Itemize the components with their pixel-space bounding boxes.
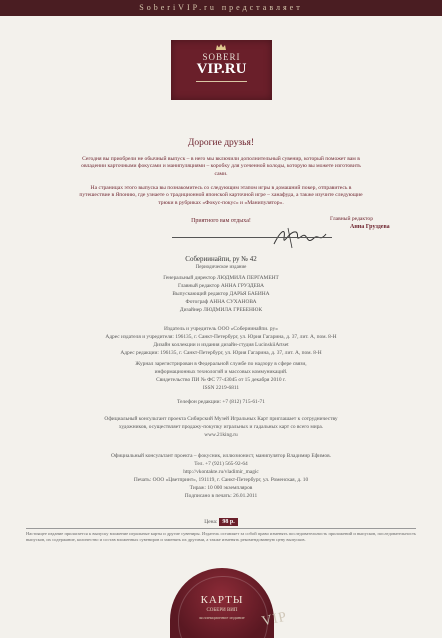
consultant-line: Официальный консультант проекта Сибирский Музей Игральных Карт приглашает к сотрудничеству xyxy=(104,416,338,422)
publisher-line: Издатель и учредитель ООО «Собериинайпи. ру» xyxy=(163,326,278,332)
signature-line xyxy=(172,237,332,238)
magazine-title: Собериинайпи, ру № 42 xyxy=(185,255,257,263)
staff-line: Выпускающий редактор ДАРЬЯ БАБИНА xyxy=(172,291,270,297)
letter-wish: Приятного вам отдыха! xyxy=(191,218,251,224)
staff-line: Дизайнер ЛЮДМИЛА ГРЕБЕНЮК xyxy=(179,307,263,313)
price-badge: 98 р. xyxy=(219,518,237,526)
print-line: Тираж: 10 000 экземпляров xyxy=(189,485,253,491)
letter-paragraph-1: Сегодня вы приобрели не обычный выпуск – в него мы включили дополнительный сувенир, который поможет вам в овладении карточными фокусами и манипуляциями – коробку для усеченной колоды, которую вы можете изготовить сами. xyxy=(81,156,361,177)
signature-icon xyxy=(270,222,330,254)
price-label: Цена: xyxy=(204,519,218,525)
footnote: Настоящее издание прилагается к выпуску вложение игральные карты и другие сувениры. Издатель оставляет за собой право изменять последовательность приложений и выпусков, последовательность выпусков, их содержание, количество и состав вложенных сувениров и заменять их другими, а также изменять рекомендованную цену выпусков. xyxy=(26,531,416,542)
consultant-2 xyxy=(20,452,422,476)
publisher-line: Дизайн коллекции и издания дизайн-студия LucinskiiArtset xyxy=(153,342,289,348)
footnote-divider xyxy=(26,528,416,529)
staff-line: Генеральный директор ЛЮДМИЛА ПЕРГАМЕНТ xyxy=(163,275,279,281)
letter-paragraph-2: На страницах этого выпуска вы познакомитесь со следующим этапом игры в домашний покер, отправитесь в путешествие в Японию, где узнаете о традиционной японской карточной игре – ханафуда, а также изучите следующие трюки в рубриках «Фокус-покус» и «Манипулятор». xyxy=(79,185,363,206)
logo-soberi: SOBERI xyxy=(202,52,241,62)
consultant-line: Тел. +7 (921) 565-92-64 xyxy=(194,461,248,467)
publisher-line: Адрес редакции: 196135, г. Санкт-Петербург, ул. Юрия Гагарина, д. 37, лит. А, пом. 8-Н xyxy=(120,350,322,356)
registration-line: Свидетельство ПИ № ФС 77-43045 от 15 декабря 2010 г. xyxy=(156,377,286,383)
watermark: VIP xyxy=(260,609,289,630)
seal-caption: коллекционное издание xyxy=(199,615,245,620)
consultant-link[interactable]: www.21king.ru xyxy=(204,432,238,438)
print-line: Печать: ООО «Цветпринт», 191119, г. Санкт-Петербург, ул. Роменская, д. 10 xyxy=(133,477,309,483)
consultant-line: художников, осуществляет продажу-покупку игральных и гадальных карт со всего мира. xyxy=(118,424,324,430)
registration-line: Журнал зарегистрирован в Федеральной службе по надзору в сфере связи, xyxy=(135,361,307,367)
consultant-link[interactable]: http://vkontakte.ru/vladimir_magic xyxy=(183,469,259,475)
staff-list xyxy=(20,274,422,314)
seal-title: КАРТЫ xyxy=(200,594,244,606)
phone-line: Телефон редакции: +7 (812) 715-61-71 xyxy=(177,399,265,405)
editor-name: Анна Груздева xyxy=(350,224,390,230)
publisher-line: Адрес издателя и учредителя: 196135, г. Санкт-Петербург, ул. Юрия Гагарина, д. 37, лит. А, пом. 8-Н xyxy=(105,334,337,340)
consultant-line: Официальный консультант проекта – фокусник, иллюзионист, манипулятор Владимир Ефимов. xyxy=(110,453,331,459)
cards-seal xyxy=(170,568,274,638)
top-banner-text: SoberiVIP.ru представляет xyxy=(139,3,303,12)
logo-underline xyxy=(196,81,247,82)
greeting: Дорогие друзья! xyxy=(187,138,255,148)
seal-ring xyxy=(178,576,268,638)
crown-icon xyxy=(216,44,226,50)
registration-info xyxy=(20,360,422,392)
magazine-subtitle: Периодическое издание xyxy=(195,265,247,270)
print-line: Подписано в печать: 26.01.2011 xyxy=(184,493,258,499)
editor-title: Главный редактор xyxy=(330,216,374,222)
registration-line: информационных технологий и массовых коммуникаций. xyxy=(154,369,288,375)
publisher-info xyxy=(20,325,422,357)
print-info xyxy=(20,476,422,500)
registration-line: ISSN 2219-6811 xyxy=(202,385,240,391)
consultant-1 xyxy=(20,415,422,439)
seal-subtitle: СОБЕРИ ВИП xyxy=(206,608,238,613)
staff-line: Фотограф АННА СУХАНОВА xyxy=(185,299,257,305)
staff-line: Главный редактор АННА ГРУЗДЕВА xyxy=(178,283,264,289)
top-banner xyxy=(0,0,442,16)
price-row xyxy=(20,518,422,526)
logo-vip: VIP.RU xyxy=(196,61,247,77)
logo xyxy=(171,40,272,100)
